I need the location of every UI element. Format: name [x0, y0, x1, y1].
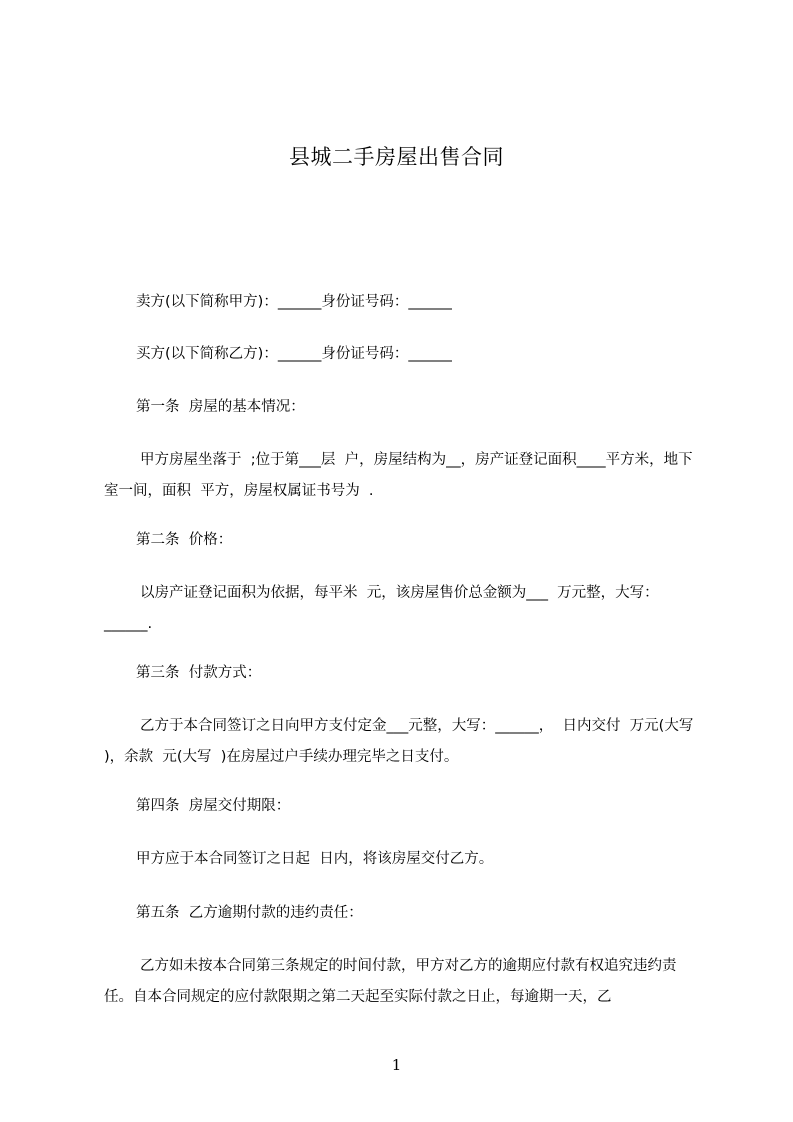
- article-1-body: 甲方房屋坐落于 ;位于第___层 户，房屋结构为__，房产证登记面积____平方米，地下室一间，面积 平方，房屋权属证书号为 .: [104, 452, 693, 499]
- article-2-heading: 第二条 价格：: [136, 532, 233, 548]
- seller-line: 卖方(以下简称甲方)：______身份证号码：______: [136, 294, 452, 310]
- article-4-body: 甲方应于本合同签订之日起 日内，将该房屋交付乙方。: [136, 851, 494, 867]
- article-5-body: 乙方如未按本合同第三条规定的时间付款，甲方对乙方的逾期应付款有权追究违约责任。自本合同规定的应付款限期之第二天起至实际付款之日止，每逾期一天，乙: [104, 958, 677, 1005]
- page-number: 1: [391, 1056, 402, 1074]
- document-title: 县城二手房屋出售合同: [289, 145, 504, 169]
- article-2-body: 以房产证登记面积为依据，每平米 元，该房屋售价总金额为___ 万元整，大写：______.: [104, 585, 659, 632]
- buyer-line: 买方(以下简称乙方)：______身份证号码：______: [136, 346, 452, 362]
- article-4-heading: 第四条 房屋交付期限：: [136, 798, 291, 814]
- article-3-body: 乙方于本合同签订之日向甲方支付定金___元整，大写：______， 日内交付 万元(大写 )，余款 元(大写 )在房屋过户手续办理完毕之日支付。: [104, 718, 703, 765]
- article-3-heading: 第三条 付款方式：: [136, 665, 262, 681]
- article-1-heading: 第一条 房屋的基本情况：: [136, 399, 305, 415]
- article-5-heading: 第五条 乙方逾期付款的违约责任：: [136, 905, 363, 921]
